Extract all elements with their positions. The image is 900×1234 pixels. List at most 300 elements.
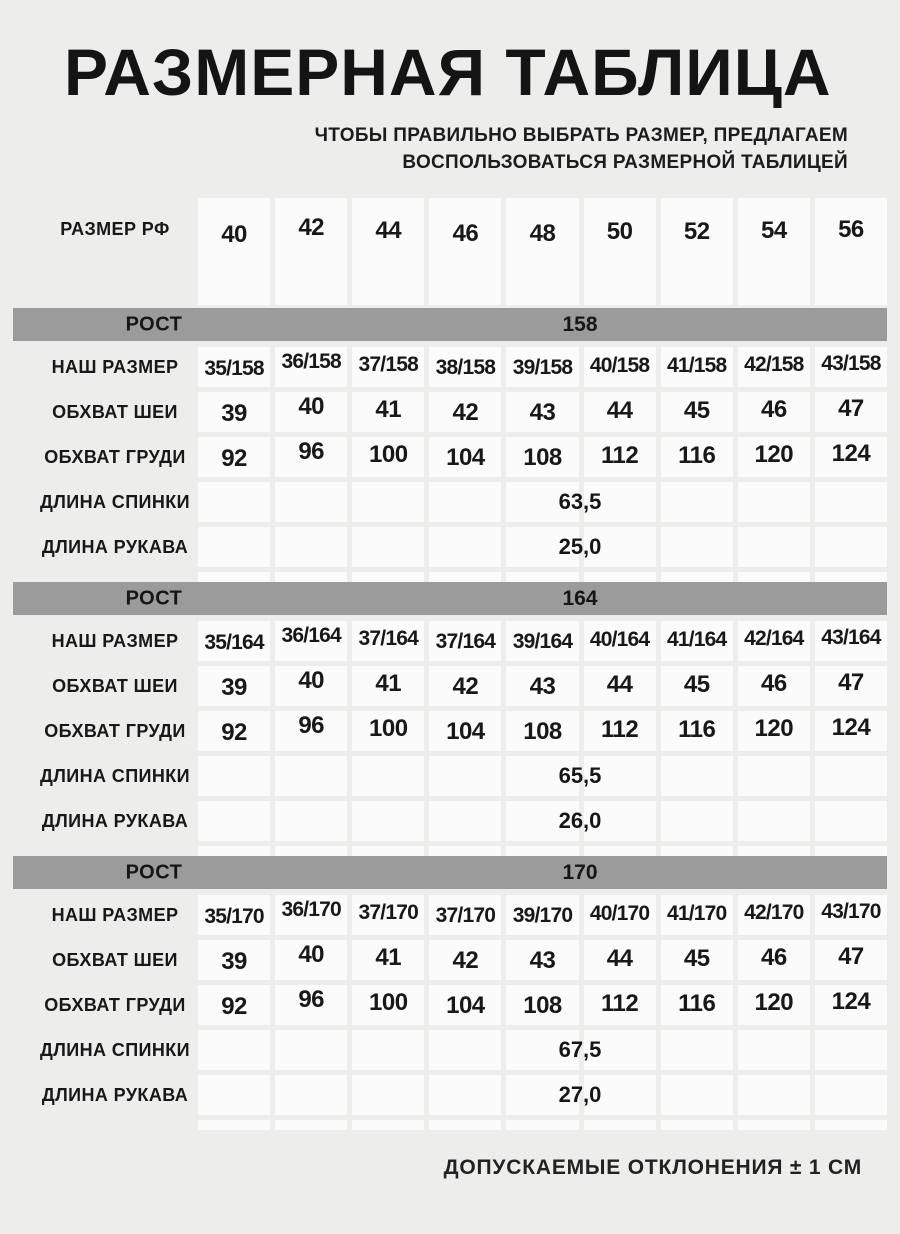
value-text: 36/164 [281, 624, 341, 647]
value-cell [429, 940, 501, 980]
value-text: 35/158 [204, 357, 264, 380]
spacer-cell [429, 846, 501, 856]
value-cell [275, 437, 347, 477]
row-label-text: ОБХВАТ ГРУДИ [44, 994, 186, 1015]
value-cell [661, 666, 733, 706]
value-cell [738, 621, 810, 661]
value-text: 46 [760, 396, 787, 423]
value-cell [352, 940, 424, 980]
value-cell [352, 756, 424, 796]
value-cell [275, 756, 347, 796]
value-cell [275, 347, 347, 387]
row-label-text: ОБХВАТ ГРУДИ [44, 720, 186, 741]
value-text: 40/164 [589, 628, 650, 651]
value-cell [815, 940, 887, 980]
spacer-cell [429, 1120, 501, 1130]
spacer-cell [661, 1120, 733, 1130]
subtitle-line-1: ЧТОБЫ ПРАВИЛЬНО ВЫБРАТЬ РАЗМЕР, ПРЕДЛАГАЕМ [314, 125, 848, 146]
value-cell [661, 527, 733, 567]
value-text: 104 [446, 718, 485, 745]
value-cell [198, 895, 270, 935]
size-table [13, 198, 887, 1130]
value-text: 43 [529, 399, 556, 426]
value-text: 36/170 [281, 898, 341, 921]
value-cell [352, 895, 424, 935]
size-rf-value: 46 [452, 220, 479, 247]
value-text: 40 [298, 393, 325, 420]
spacer-cell [661, 572, 733, 582]
spacer-cell [661, 846, 733, 856]
row-label [13, 801, 193, 841]
value-cell [815, 347, 887, 387]
value-cell [661, 756, 733, 796]
value-cell [352, 527, 424, 567]
value-cell [198, 940, 270, 980]
value-text: 44 [606, 945, 633, 972]
value-cell [352, 621, 424, 661]
value-cell [661, 482, 733, 522]
value-text: 44 [606, 671, 633, 698]
spacer-cell [815, 1120, 887, 1130]
value-cell [198, 801, 270, 841]
spacer-cell [506, 1120, 578, 1130]
value-cell [738, 985, 810, 1025]
measure-row [13, 392, 887, 432]
value-cell [738, 1075, 810, 1115]
height-band-value: 164 [562, 586, 598, 610]
value-cell [584, 621, 656, 661]
value-cell [352, 392, 424, 432]
value-text: 43/170 [821, 900, 881, 923]
spacer-cell [738, 846, 810, 856]
value-cell [738, 527, 810, 567]
value-cell [198, 1030, 270, 1070]
value-cell [198, 621, 270, 661]
value-cell [275, 482, 347, 522]
value-text: 120 [754, 989, 794, 1016]
row-label [13, 940, 193, 980]
measure-row [13, 666, 887, 706]
value-text: 45 [683, 671, 710, 698]
value-text: 39/158 [512, 356, 573, 379]
page-title: РАЗМЕРНАЯ ТАБЛИЦА [64, 35, 832, 109]
value-text: 120 [754, 715, 794, 742]
spacer-label-cell [13, 1120, 193, 1130]
value-text: 37/170 [358, 901, 418, 924]
value-cell [584, 895, 656, 935]
size-rf-cell [506, 198, 578, 305]
value-cell [815, 482, 887, 522]
value-cell [198, 711, 270, 751]
measure-row [13, 482, 887, 522]
value-text: 35/170 [204, 905, 264, 928]
header-row-label [13, 198, 193, 305]
size-rf-value: 42 [298, 214, 325, 241]
row-label [13, 711, 193, 751]
value-cell [275, 940, 347, 980]
value-text: 41 [375, 396, 402, 423]
value-cell [352, 347, 424, 387]
merged-value-text: 63,5 [558, 489, 602, 514]
value-cell [815, 801, 887, 841]
value-cell [738, 801, 810, 841]
value-text: 120 [754, 441, 794, 468]
spacer-cell [198, 572, 270, 582]
size-rf-cell [275, 198, 347, 305]
spacer-cell [352, 1120, 424, 1130]
value-cell [429, 1075, 501, 1115]
spacer-cell [352, 846, 424, 856]
height-band-label: РОСТ [125, 861, 183, 883]
spacer-cell [584, 1120, 656, 1130]
value-text: 96 [298, 986, 325, 1013]
value-text: 42/158 [744, 353, 804, 376]
row-label-text: НАШ РАЗМЕР [51, 904, 179, 925]
value-text: 40 [298, 667, 325, 694]
row-label [13, 1030, 193, 1070]
height-band [13, 856, 887, 889]
row-label [13, 527, 193, 567]
value-text: 112 [600, 990, 639, 1017]
measure-row [13, 437, 887, 477]
row-label-text: НАШ РАЗМЕР [51, 356, 179, 377]
height-band [13, 582, 887, 615]
value-cell [429, 801, 501, 841]
value-cell [738, 711, 810, 751]
value-cell [429, 437, 501, 477]
value-cell [584, 392, 656, 432]
value-cell [429, 895, 501, 935]
row-label [13, 1075, 193, 1115]
value-text: 112 [600, 716, 639, 743]
value-text: 100 [369, 715, 408, 742]
value-text: 46 [760, 944, 787, 971]
value-cell [275, 1030, 347, 1070]
value-cell [506, 985, 578, 1025]
header-row-label-text: РАЗМЕР РФ [60, 219, 170, 239]
value-text: 104 [446, 992, 485, 1019]
value-text: 35/164 [204, 631, 264, 654]
value-text: 108 [523, 992, 562, 1019]
merged-value-text: 27,0 [558, 1082, 602, 1107]
value-cell [429, 666, 501, 706]
value-text: 39/170 [512, 904, 573, 927]
value-text: 116 [678, 442, 716, 469]
subtitle-line-2: ВОСПОЛЬЗОВАТЬСЯ РАЗМЕРНОЙ ТАБЛИЦЕЙ [402, 152, 848, 173]
value-cell [429, 711, 501, 751]
value-cell [198, 527, 270, 567]
value-cell [815, 437, 887, 477]
value-cell [506, 621, 578, 661]
value-text: 124 [831, 988, 871, 1015]
value-cell [815, 392, 887, 432]
value-cell [352, 985, 424, 1025]
value-cell [738, 666, 810, 706]
row-label [13, 985, 193, 1025]
row-label [13, 895, 193, 935]
row-label [13, 482, 193, 522]
height-band-label: РОСТ [125, 313, 183, 335]
row-label-text: ДЛИНА РУКАВА [41, 536, 189, 557]
value-cell [738, 437, 810, 477]
value-text: 96 [298, 712, 325, 739]
value-cell [352, 482, 424, 522]
measure-row [13, 347, 887, 387]
spacer-cell [275, 572, 347, 582]
spacer-cell [584, 572, 656, 582]
value-text: 45 [683, 945, 710, 972]
spacer-cell [198, 1120, 270, 1130]
value-cell [429, 621, 501, 661]
value-cell [198, 1075, 270, 1115]
value-cell [429, 985, 501, 1025]
row-label-text: ДЛИНА СПИНКИ [40, 765, 190, 786]
value-text: 37/170 [435, 904, 496, 927]
height-band-value: 158 [562, 312, 598, 336]
size-rf-value: 50 [606, 218, 633, 245]
value-text: 96 [298, 438, 325, 465]
spacer-cell [738, 1120, 810, 1130]
merged-value-text: 25,0 [558, 534, 602, 559]
measure-row [13, 1030, 887, 1070]
spacer-label-cell [13, 846, 193, 856]
row-label-text: ДЛИНА РУКАВА [41, 810, 189, 831]
size-rf-cell [198, 198, 270, 305]
spacer-row [13, 1120, 887, 1130]
value-cell [738, 940, 810, 980]
value-text: 39 [221, 400, 247, 427]
value-text: 42/164 [744, 627, 804, 650]
value-text: 45 [683, 397, 710, 424]
value-cell [661, 895, 733, 935]
value-cell [352, 1030, 424, 1070]
value-cell [275, 801, 347, 841]
value-cell [661, 985, 733, 1025]
page-subtitle [0, 122, 900, 176]
value-text: 40 [298, 941, 325, 968]
merged-value-text: 67,5 [558, 1037, 602, 1062]
size-rf-value: 40 [221, 221, 247, 248]
value-cell [506, 711, 578, 751]
value-text: 124 [831, 440, 871, 467]
spacer-cell [198, 846, 270, 856]
value-cell [661, 392, 733, 432]
row-label [13, 756, 193, 796]
size-rf-value: 56 [838, 216, 864, 243]
value-text: 108 [523, 718, 562, 745]
value-text: 116 [678, 716, 716, 743]
value-cell [506, 940, 578, 980]
value-cell [198, 756, 270, 796]
value-cell [661, 801, 733, 841]
spacer-row [13, 846, 887, 856]
value-cell [198, 985, 270, 1025]
size-rf-cell [738, 198, 810, 305]
value-text: 116 [678, 990, 716, 1017]
value-text: 100 [369, 989, 408, 1016]
value-cell [352, 437, 424, 477]
value-cell [584, 437, 656, 477]
value-text: 46 [760, 670, 787, 697]
value-cell [429, 347, 501, 387]
measure-row [13, 895, 887, 935]
value-cell [429, 482, 501, 522]
table-header-row [13, 198, 887, 305]
value-cell [815, 1030, 887, 1070]
value-cell [661, 1075, 733, 1115]
value-cell [584, 666, 656, 706]
value-cell [352, 711, 424, 751]
value-cell [275, 895, 347, 935]
size-rf-value: 44 [375, 217, 402, 244]
row-label [13, 666, 193, 706]
value-text: 124 [831, 714, 871, 741]
value-text: 112 [600, 442, 639, 469]
value-cell [275, 392, 347, 432]
row-label-text: ОБХВАТ ГРУДИ [44, 446, 186, 467]
row-label-text: ОБХВАТ ШЕИ [52, 401, 178, 422]
measure-row [13, 527, 887, 567]
value-cell [815, 527, 887, 567]
row-label-text: ДЛИНА РУКАВА [41, 1084, 189, 1105]
value-cell [429, 1030, 501, 1070]
value-text: 39 [221, 948, 247, 975]
spacer-cell [815, 572, 887, 582]
value-text: 43 [529, 947, 556, 974]
height-band-label: РОСТ [125, 587, 183, 609]
value-cell [815, 895, 887, 935]
value-cell [429, 392, 501, 432]
height-band-value: 170 [562, 860, 598, 884]
value-cell [815, 1075, 887, 1115]
value-text: 47 [838, 395, 864, 422]
value-cell [661, 347, 733, 387]
row-label-text: ОБХВАТ ШЕИ [52, 949, 178, 970]
value-cell [275, 621, 347, 661]
value-cell [738, 347, 810, 387]
value-text: 41 [375, 944, 402, 971]
value-text: 41/170 [666, 902, 727, 925]
value-cell [815, 985, 887, 1025]
value-cell [275, 527, 347, 567]
size-rf-cell [352, 198, 424, 305]
value-text: 47 [838, 669, 864, 696]
row-label [13, 621, 193, 661]
value-text: 43 [529, 673, 556, 700]
value-cell [661, 621, 733, 661]
measure-row [13, 1075, 887, 1115]
value-text: 36/158 [281, 350, 341, 373]
row-label-text: ДЛИНА СПИНКИ [40, 1039, 190, 1060]
value-cell [584, 940, 656, 980]
measure-row [13, 621, 887, 661]
value-cell [661, 940, 733, 980]
measure-row [13, 940, 887, 980]
value-text: 100 [369, 441, 408, 468]
value-cell [352, 1075, 424, 1115]
value-text: 47 [838, 943, 864, 970]
value-text: 92 [221, 993, 247, 1020]
value-text: 37/164 [435, 630, 496, 653]
value-cell [738, 482, 810, 522]
measure-row [13, 756, 887, 796]
value-cell [198, 347, 270, 387]
value-text: 39 [221, 674, 247, 701]
value-cell [661, 711, 733, 751]
value-cell [352, 801, 424, 841]
value-text: 104 [446, 444, 485, 471]
measure-row [13, 985, 887, 1025]
spacer-cell [506, 572, 578, 582]
row-label [13, 347, 193, 387]
value-cell [429, 527, 501, 567]
merged-value-text: 26,0 [558, 808, 602, 833]
spacer-cell [584, 846, 656, 856]
measure-row [13, 711, 887, 751]
value-text: 40/158 [589, 354, 650, 377]
value-cell [738, 392, 810, 432]
value-cell [275, 711, 347, 751]
size-rf-cell [584, 198, 656, 305]
value-text: 42 [452, 673, 479, 700]
value-text: 44 [606, 397, 633, 424]
spacer-label-cell [13, 572, 193, 582]
value-cell [275, 985, 347, 1025]
value-text: 43/158 [821, 352, 881, 375]
value-cell [506, 666, 578, 706]
value-cell [275, 666, 347, 706]
value-text: 92 [221, 445, 247, 472]
value-cell [198, 437, 270, 477]
size-rf-cell [429, 198, 501, 305]
value-cell [198, 482, 270, 522]
value-text: 92 [221, 719, 247, 746]
size-rf-cell [815, 198, 887, 305]
value-cell [198, 392, 270, 432]
value-text: 37/164 [358, 627, 418, 650]
merged-value-text: 65,5 [558, 763, 602, 788]
value-text: 40/170 [589, 902, 650, 925]
size-rf-value: 52 [683, 218, 710, 245]
value-text: 42 [452, 399, 479, 426]
spacer-cell [275, 846, 347, 856]
spacer-cell [815, 846, 887, 856]
size-rf-cell [661, 198, 733, 305]
measure-row [13, 801, 887, 841]
value-cell [815, 756, 887, 796]
spacer-cell [275, 1120, 347, 1130]
height-band [13, 308, 887, 341]
value-cell [584, 347, 656, 387]
tolerance-note: ДОПУСКАЕМЫЕ ОТКЛОНЕНИЯ ± 1 СМ [443, 1156, 862, 1179]
value-text: 38/158 [435, 356, 496, 379]
spacer-cell [429, 572, 501, 582]
spacer-cell [506, 846, 578, 856]
row-label [13, 437, 193, 477]
spacer-cell [352, 572, 424, 582]
value-cell [506, 347, 578, 387]
value-cell [506, 437, 578, 477]
value-cell [198, 666, 270, 706]
value-text: 43/164 [821, 626, 881, 649]
value-cell [429, 756, 501, 796]
value-cell [661, 1030, 733, 1070]
value-cell [815, 711, 887, 751]
value-cell [738, 1030, 810, 1070]
value-cell [815, 621, 887, 661]
size-rf-value: 54 [760, 217, 787, 244]
value-cell [661, 437, 733, 477]
